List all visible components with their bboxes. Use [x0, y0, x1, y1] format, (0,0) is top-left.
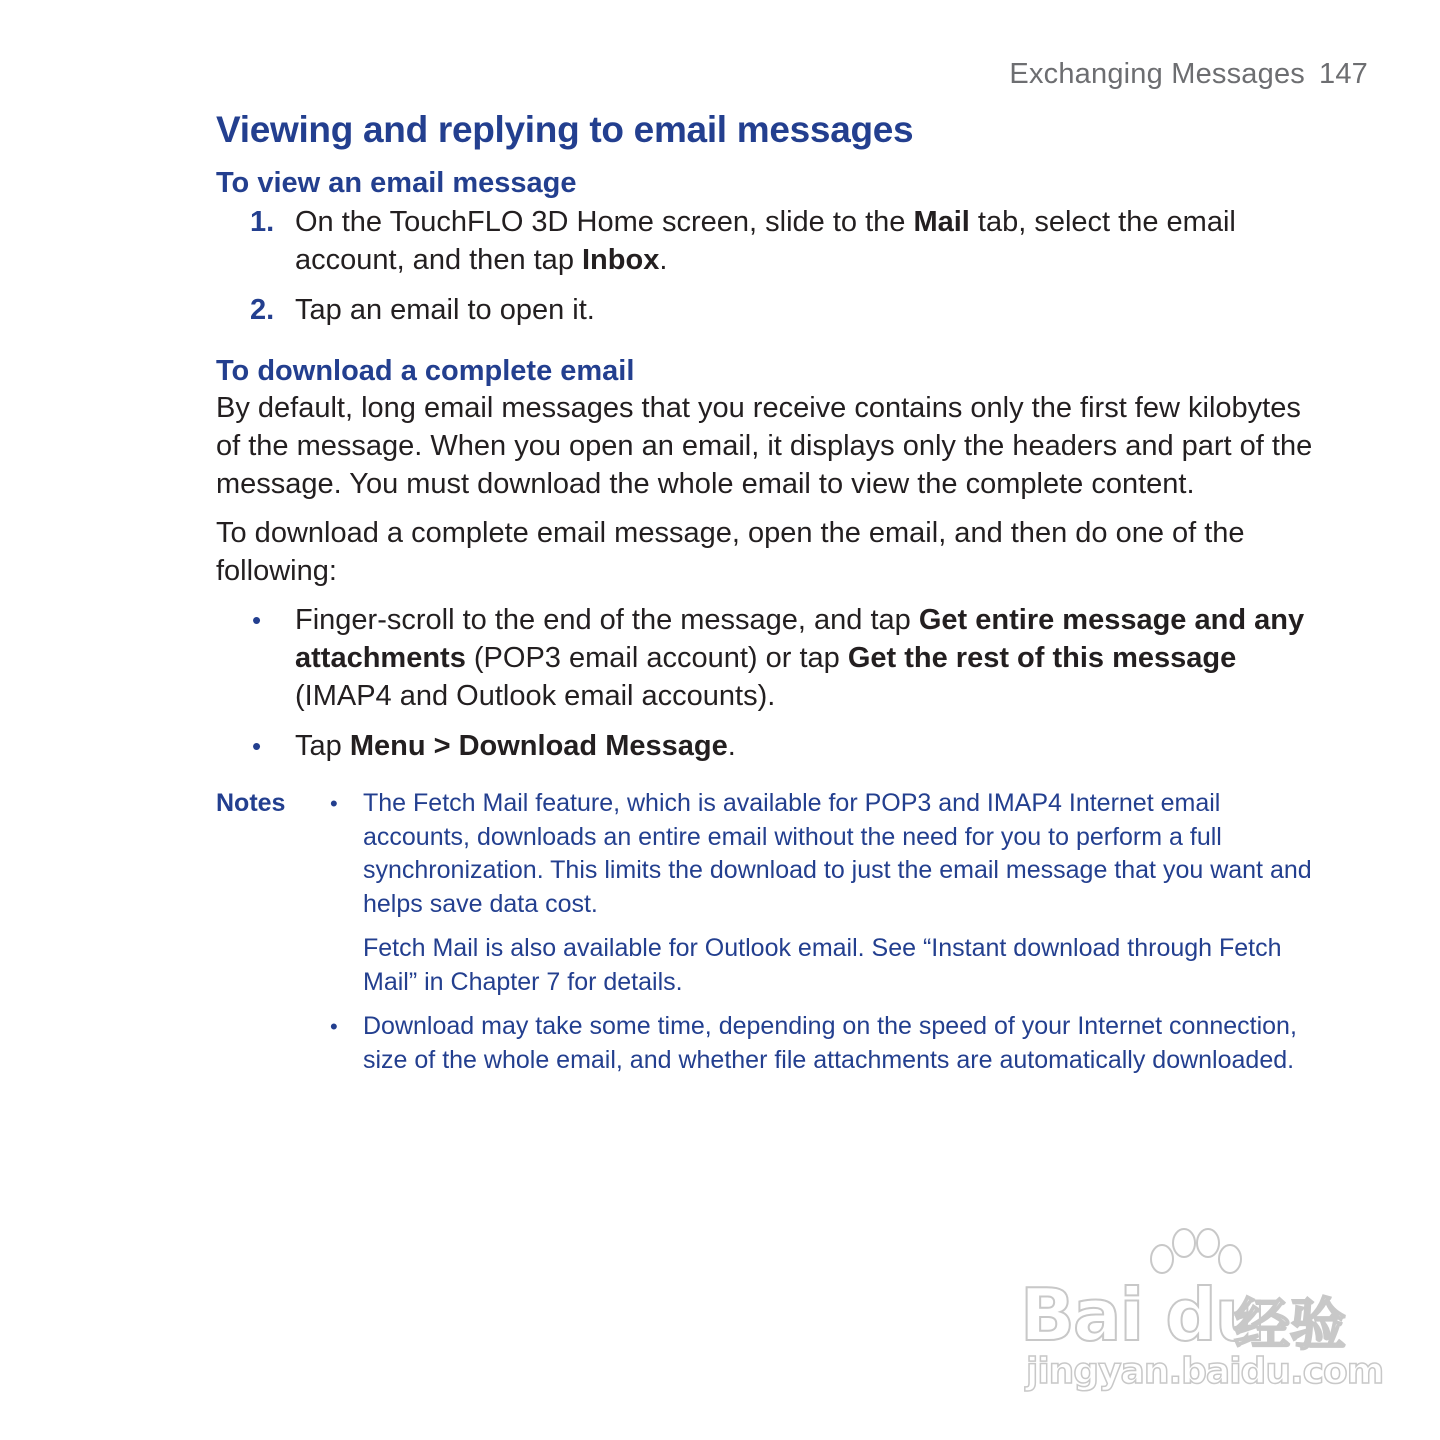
- download-email-heading: To download a complete email: [216, 355, 635, 387]
- step-text: On the TouchFLO 3D Home screen, slide to the: [295, 206, 914, 238]
- running-head: [1009, 58, 1368, 91]
- page-title: Viewing and replying to email messages: [216, 109, 914, 150]
- bullet-icon: •: [330, 1014, 338, 1039]
- view-email-steps: [216, 203, 1326, 329]
- bullet-bold: Get the rest of this message: [847, 642, 1237, 674]
- bullet-icon: •: [330, 791, 338, 816]
- notes-list: [216, 787, 1326, 1077]
- bullet-bold: Menu > Download Message: [349, 730, 728, 762]
- body-paragraph: By default, long email messages that you receive contains only the first few kilobytes of the message. When you open an email, it displays only the headers and part of the message. You must download the whole email to view the complete content.: [216, 392, 1313, 500]
- page-number: 147: [1319, 58, 1368, 90]
- step-text: .: [659, 244, 668, 276]
- bullet-icon: •: [252, 731, 262, 761]
- step-number: 2.: [250, 294, 275, 326]
- step-item: [216, 291, 1326, 329]
- notes-block: [216, 787, 1326, 1077]
- body-paragraph: To download a complete email message, open the email, and then do one of the following:: [216, 517, 1245, 587]
- note-item: [330, 787, 1326, 999]
- section-title: Exchanging Messages: [1009, 58, 1305, 90]
- note-text: Fetch Mail is also available for Outlook email. See “Instant download through Fetch Mail” in Chapter 7 for details.: [363, 934, 1282, 996]
- bullet-text: (IMAP4 and Outlook email accounts).: [295, 680, 776, 712]
- page-content: [216, 108, 1326, 1077]
- step-text: Tap an email to open it.: [295, 294, 595, 326]
- step-item: [216, 203, 1326, 279]
- watermark-url: jingyan.baidu.com: [1026, 1351, 1384, 1392]
- note-text: The Fetch Mail feature, which is available for POP3 and IMAP4 Internet email accounts, downloads an entire email without the need for you to perform a full synchronization. This limits the download to just the email message that you want and helps save data cost.: [363, 789, 1312, 918]
- bullet-bold: Get entire message and any attachments: [295, 604, 1305, 674]
- bullet-text: Finger-scroll to the end of the message, and tap: [295, 604, 919, 636]
- list-item: [216, 727, 1326, 765]
- step-bold: Mail: [913, 206, 970, 238]
- view-email-heading: To view an email message: [216, 167, 577, 199]
- step-bold: Inbox: [582, 244, 660, 276]
- notes-label: Notes: [216, 789, 286, 817]
- bullet-text: (POP3 email account) or tap: [465, 642, 848, 674]
- bullet-text: Tap: [295, 730, 350, 762]
- watermark-logo: Bai du: [1020, 1273, 1265, 1357]
- note-text: Download may take some time, depending on the speed of your Internet connection, size of the whole email, and whether file attachments are automatically downloaded.: [363, 1012, 1297, 1074]
- download-options-list: [216, 601, 1326, 765]
- step-number: 1.: [250, 206, 275, 238]
- watermark-cn: 经验: [1234, 1293, 1346, 1358]
- step-text: tab, select the email account, and then tap: [295, 206, 1236, 276]
- note-item: [330, 1010, 1326, 1077]
- list-item: [216, 601, 1326, 715]
- bullet-text: .: [727, 730, 736, 762]
- bullet-icon: •: [252, 605, 262, 635]
- baidu-jingyan-watermark: [1020, 1225, 1384, 1395]
